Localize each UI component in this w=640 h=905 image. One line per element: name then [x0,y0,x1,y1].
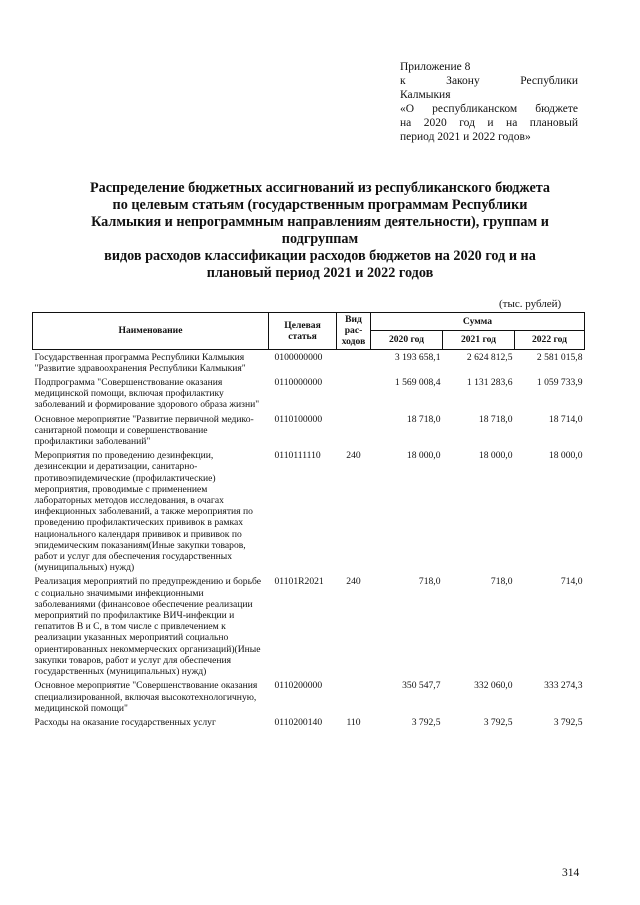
row-2022: 1 059 733,9 [536,377,583,389]
table-row [33,678,585,715]
row-vid [337,678,371,715]
header-vid: Вид рас-ходов [337,313,371,350]
title-line: видов расходов классификации расходов бюджетов на 2020 год и на [104,248,536,264]
annex-line: Калмыкия [400,89,451,101]
title-line: Распределение бюджетных ассигнований из республиканского бюджета [89,180,551,196]
row-2021: 2 624 812,5 [466,351,513,363]
row-2020: 718,0 [418,576,441,588]
title-line: подгруппам [281,231,359,247]
row-2020: 18 000,0 [406,450,441,462]
row-vid [337,412,371,449]
row-2021: 332 060,0 [474,680,513,692]
row-2021: 3 792,5 [483,716,513,728]
table-row [33,715,585,729]
row-vid: 240 [346,450,361,462]
row-2021: 1 131 283,6 [466,377,513,389]
row-name: Мероприятия по проведению дезинфекции, дезинсекции и дератизации, санитарно-противоэпидемические (профилактические) мероприятия, проводимые с применением лабораторных методов исследования, в очагах инфекционных заболеваний, а также мероприятия по проведению профилактических прививок в рамках национального календаря прививок и прививок по эпидемическим показаниям(Иные закупки товаров, работ и услуг для обеспечения государственных (муниципальных) нужд) [34,450,253,574]
annex-line: к Закону Республики [400,75,578,87]
row-name: Основное мероприятие "Совершенствование оказания специализированной, включая высокотехнологичную, медицинской помощи" [34,680,258,714]
annex-line: «О республиканском бюджете [400,103,578,115]
document-title [60,180,580,282]
annex-line: Приложение 8 [400,61,471,73]
unit-label: (тыс. рублей) [499,298,562,310]
table-row [33,349,585,375]
header-code: Целевая статья [269,313,337,350]
budget-table [32,312,585,729]
row-vid [337,375,371,412]
row-name: Подпрограмма "Совершенствование оказания медицинской помощи, включая профилактику заболеваний и формирование здорового образа жизни" [34,377,260,411]
annex-line: период 2021 и 2022 годов» [400,131,531,143]
row-vid: 240 [346,576,361,588]
row-2020: 18 718,0 [406,413,441,425]
row-2021: 18 718,0 [478,413,513,425]
header-name: Наименование [33,313,269,350]
row-code: 0110100000 [274,413,323,425]
row-2022: 333 274,3 [544,680,583,692]
row-vid: 110 [346,716,361,728]
row-2020: 1 569 008,4 [394,377,441,389]
row-2020: 3 792,5 [411,716,441,728]
table-row [33,412,585,449]
row-2022: 2 581 015,8 [536,351,583,363]
row-name: Основное мероприятие "Развитие первичной медико-санитарной помощи и совершенствование профилактики заболеваний" [34,413,254,448]
row-code: 0110111110 [274,450,321,462]
title-line: по целевым статьям (государственным программам Республики [112,197,528,213]
row-2022: 18 000,0 [548,450,583,462]
annex-block [400,60,578,144]
row-2022: 18 714,0 [548,413,583,425]
header-2021: 2021 год [443,331,515,349]
row-2022: 714,0 [560,576,583,588]
page-number: 314 [562,867,580,879]
row-code: 0100000000 [274,351,323,363]
row-code: 01101R2021 [274,576,324,588]
header-sum: Сумма [371,313,585,331]
row-2020: 3 193 658,1 [394,351,441,363]
row-code: 0110000000 [274,377,323,389]
row-name: Расходы на оказание государственных услуг [34,716,216,728]
row-2020: 350 547,7 [402,680,441,692]
row-2021: 718,0 [490,576,513,588]
header-2022: 2022 год [515,331,585,349]
header-2020: 2020 год [371,331,443,349]
row-name: Реализация мероприятий по предупреждению и борьбе с социально значимыми инфекционными заболеваниями (финансовое обеспечение реализации мероприятий по профилактике ВИЧ-инфекции и гепатитов B и C, в том числе с привлечением к реализации указанных мероприятий социально ориентированных некоммерческих организаций)(Иные закупки товаров, работ и услуг для обеспечения государственных (муниципальных) нужд) [34,576,261,678]
table-row [33,574,585,678]
title-line: плановый период 2021 и 2022 годов [206,265,434,281]
row-name: Государственная программа Республики Калмыкия "Развитие здравоохранения Республики Калмыкия" [34,351,246,374]
row-code: 0110200140 [274,716,323,728]
row-code: 0110200000 [274,680,323,692]
row-2022: 3 792,5 [553,716,583,728]
annex-line: на 2020 год и на плановый [400,117,578,129]
table-row [33,375,585,412]
row-vid [337,349,371,375]
title-line: Калмыкия и непрограммным направлениям деятельности), группам и [91,214,549,230]
row-2021: 18 000,0 [478,450,513,462]
table-row [33,448,585,574]
